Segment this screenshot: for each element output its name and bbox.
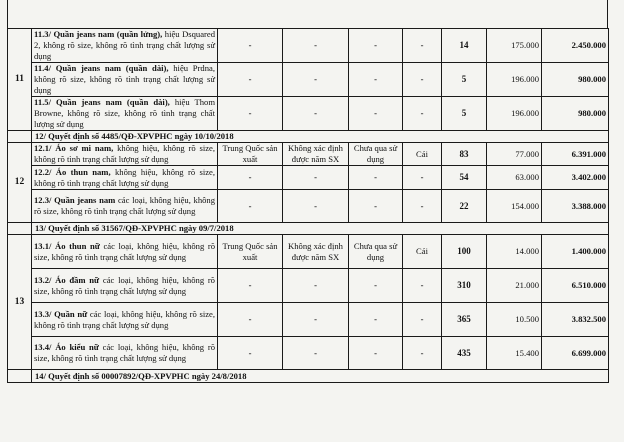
year-cell: Không xác định được năm SX — [283, 143, 349, 166]
asset-table — [7, 28, 609, 383]
description-cell: 13.4/ Áo kiểu nữ các loại, không hiệu, không rõ size, không rõ tình trạng chất lượng sử dụng — [32, 337, 218, 370]
table-top-continuation — [7, 0, 608, 28]
description-cell: 12.2/ Áo thun nam, không hiệu, không rõ size, không rõ tình trạng chất lượng sử dụng — [32, 166, 218, 190]
quantity-cell: 5 — [442, 63, 487, 97]
quantity-cell: 83 — [442, 143, 487, 166]
unit-cell: - — [403, 29, 442, 63]
origin-cell: - — [218, 97, 283, 131]
year-cell: Không xác định được năm SX — [283, 235, 349, 269]
total-cell: 1.400.000 — [542, 235, 609, 269]
unit-price-cell: 196.000 — [487, 63, 542, 97]
unit-price-cell: 77.000 — [487, 143, 542, 166]
stt-cell — [8, 370, 32, 383]
unit-cell: Cái — [403, 143, 442, 166]
year-cell: - — [283, 166, 349, 190]
table-row — [8, 166, 609, 190]
origin-cell: - — [218, 337, 283, 370]
total-cell: 3.832.500 — [542, 303, 609, 337]
section-header-row — [8, 131, 609, 143]
description-cell: 11.5/ Quần jeans nam (quần dài), hiệu Thom Browne, không rõ size, không rõ tình trạng chất lượng sử dụng — [32, 97, 218, 131]
quantity-cell: 22 — [442, 190, 487, 223]
unit-cell: - — [403, 63, 442, 97]
table-row — [8, 190, 609, 223]
condition-cell: - — [349, 303, 403, 337]
condition-cell: - — [349, 63, 403, 97]
table-row — [8, 235, 609, 269]
section-title: 13/ Quyết định số 31567/QĐ-XPVPHC ngày 09/7/2018 — [32, 223, 609, 235]
unit-price-cell: 15.400 — [487, 337, 542, 370]
condition-cell: - — [349, 97, 403, 131]
quantity-cell: 435 — [442, 337, 487, 370]
origin-cell: - — [218, 63, 283, 97]
total-cell: 6.510.000 — [542, 269, 609, 303]
condition-cell: Chưa qua sử dụng — [349, 143, 403, 166]
description-cell: 11.3/ Quần jeans nam (quần lửng), hiệu Dsquared 2, không rõ size, không rõ tình trạng chất lượng sử dụng — [32, 29, 218, 63]
section-header-row — [8, 370, 609, 383]
stt-cell: 13 — [8, 235, 32, 370]
description-cell: 13.1/ Áo thun nữ các loại, không hiệu, không rõ size, không rõ tình trạng chất lượng sử dụng — [32, 235, 218, 269]
condition-cell: - — [349, 269, 403, 303]
unit-price-cell: 175.000 — [487, 29, 542, 63]
year-cell: - — [283, 269, 349, 303]
unit-price-cell: 14.000 — [487, 235, 542, 269]
table-row — [8, 269, 609, 303]
description-cell: 12.1/ Áo sơ mi nam, không hiệu, không rõ size, không rõ tình trạng chất lượng sử dụng — [32, 143, 218, 166]
year-cell: - — [283, 97, 349, 131]
description-cell: 12.3/ Quần jeans nam các loại, không hiệu, không rõ size, không rõ tình trạng chất lượng sử dụng — [32, 190, 218, 223]
total-cell: 980.000 — [542, 97, 609, 131]
condition-cell: - — [349, 166, 403, 190]
quantity-cell: 5 — [442, 97, 487, 131]
stt-cell: 11 — [8, 29, 32, 131]
unit-cell: - — [403, 166, 442, 190]
total-cell: 3.388.000 — [542, 190, 609, 223]
stt-cell — [8, 223, 32, 235]
year-cell: - — [283, 63, 349, 97]
table-row — [8, 337, 609, 370]
description-cell: 11.4/ Quần jeans nam (quần dài), hiệu Prdna, không rõ size, không rõ tình trạng chất lượng sử dụng — [32, 63, 218, 97]
table-row — [8, 97, 609, 131]
table-row — [8, 29, 609, 63]
unit-price-cell: 196.000 — [487, 97, 542, 131]
origin-cell: - — [218, 303, 283, 337]
unit-price-cell: 63.000 — [487, 166, 542, 190]
table-row — [8, 303, 609, 337]
unit-price-cell: 10.500 — [487, 303, 542, 337]
condition-cell: - — [349, 190, 403, 223]
table-row — [8, 143, 609, 166]
section-title: 12/ Quyết định số 4485/QĐ-XPVPHC ngày 10/10/2018 — [32, 131, 609, 143]
origin-cell: - — [218, 29, 283, 63]
unit-price-cell: 154.000 — [487, 190, 542, 223]
unit-cell: - — [403, 190, 442, 223]
description-cell: 13.3/ Quần nữ các loại, không hiệu, không rõ size, không rõ tình trạng chất lượng sử dụng — [32, 303, 218, 337]
year-cell: - — [283, 337, 349, 370]
unit-price-cell: 21.000 — [487, 269, 542, 303]
total-cell: 3.402.000 — [542, 166, 609, 190]
year-cell: - — [283, 303, 349, 337]
unit-cell: - — [403, 269, 442, 303]
unit-cell: - — [403, 337, 442, 370]
unit-cell: - — [403, 303, 442, 337]
section-title: 14/ Quyết định số 00007892/QĐ-XPVPHC ngày 24/8/2018 — [32, 370, 609, 383]
total-cell: 2.450.000 — [542, 29, 609, 63]
year-cell: - — [283, 29, 349, 63]
quantity-cell: 14 — [442, 29, 487, 63]
quantity-cell: 365 — [442, 303, 487, 337]
stt-cell — [8, 131, 32, 143]
total-cell: 6.391.000 — [542, 143, 609, 166]
unit-cell: Cái — [403, 235, 442, 269]
section-header-row — [8, 223, 609, 235]
total-cell: 6.699.000 — [542, 337, 609, 370]
table-row — [8, 63, 609, 97]
description-cell: 13.2/ Áo đầm nữ các loại, không hiệu, không rõ size, không rõ tình trạng chất lượng sử dụng — [32, 269, 218, 303]
origin-cell: Trung Quốc sản xuất — [218, 235, 283, 269]
quantity-cell: 100 — [442, 235, 487, 269]
origin-cell: - — [218, 269, 283, 303]
origin-cell: - — [218, 166, 283, 190]
origin-cell: - — [218, 190, 283, 223]
condition-cell: - — [349, 29, 403, 63]
quantity-cell: 54 — [442, 166, 487, 190]
condition-cell: - — [349, 337, 403, 370]
unit-cell: - — [403, 97, 442, 131]
condition-cell: Chưa qua sử dụng — [349, 235, 403, 269]
total-cell: 980.000 — [542, 63, 609, 97]
origin-cell: Trung Quốc sản xuất — [218, 143, 283, 166]
stt-cell: 12 — [8, 143, 32, 223]
year-cell: - — [283, 190, 349, 223]
quantity-cell: 310 — [442, 269, 487, 303]
